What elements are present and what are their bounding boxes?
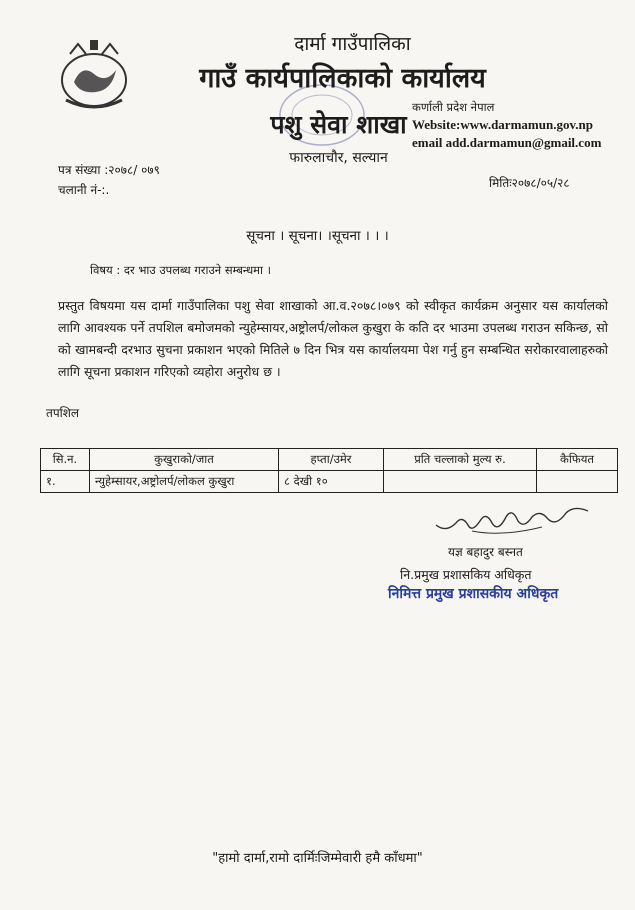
reference-block [58,160,160,200]
table-cell: १. [41,471,90,493]
table-cell: ८ देखी १० [279,471,384,493]
footer-motto: "हामो दार्मा,रामो दार्मिःजिम्मेवारी हमै काँधमा" [212,851,423,866]
col-header: सि.न. [41,449,90,471]
details-label: तपशिल [46,406,80,420]
table-header-row [41,449,618,471]
table-row [41,471,618,493]
province: कर्णाली प्रदेश नेपाल [412,100,495,114]
letter-number: पत्र संख्या :२०७८/ ०७९ [58,163,160,177]
municipality-name: दार्मा गाउँपालिका [294,33,411,55]
col-header: प्रति चल्लाको मुल्य रु. [384,449,537,471]
office-address: फारुलाचौर, सल्यान [289,150,388,166]
officer-title: नि.प्रमुख प्रशासकिय अधिकृत [400,567,532,582]
col-header: कैफियत [537,449,618,471]
subject-line: विषय : दर भाउ उपलब्ध गराउने सम्बन्धमा । [90,263,272,277]
branch-name: पशु सेवा शाखा [270,110,407,139]
col-header: हप्ता/उमेर [279,449,384,471]
website-link[interactable]: Website:www.darmamun.gov.np [412,117,593,132]
contact-info [412,98,601,152]
table-cell [384,471,537,493]
officer-stamp: निमित्त प्रमुख प्रशासकीय अधिकृत [388,586,559,602]
col-header: कुखुराको/जात [90,449,279,471]
table-cell [537,471,618,493]
letter-date: मितिः२०७८/०५/२८ [489,176,570,190]
officer-name: यज्ञ बहादुर बस्नत [448,545,523,559]
office-name: गाउँ कार्यपालिकाको कार्यालय [199,63,486,94]
items-table [40,448,618,493]
notice-heading: सूचना । सूचना। ।सूचना । । । [246,228,389,244]
signature-icon [432,503,592,539]
dispatch-number: चलानी नं-:. [58,183,110,197]
email-link[interactable]: email add.darmamun@gmail.com [412,135,602,150]
table-cell: न्युहेम्सायर,अष्ट्रोलर्प/लोकल कुखुरा [90,471,279,493]
body-paragraph: प्रस्तुत विषयमा यस दार्मा गाउँपालिका पशु सेवा शाखाको आ.व.२०७८।०७९ को स्वीकृत कार्यक्रम अनुसार यस कार्यालको लागि आवश्यक पर्ने तपशिल बमोजमको न्युहेम्सायर,अष्ट्रोलर्प/लोकल कुखुरा के कति दर भाउमा उपलब्ध गराउन सकिन्छ, सो को खामबन्दी दरभाउ सुचना प्रकाशन भएको मितिले ७ दिन भित्र यस कार्यालयमा पेश गर्नु हुन सम्बन्धित सरोकारवालाहरुको लागि सूचना प्रकाशन गरिएको व्यहोरा अनुरोध छ । [58,298,608,379]
